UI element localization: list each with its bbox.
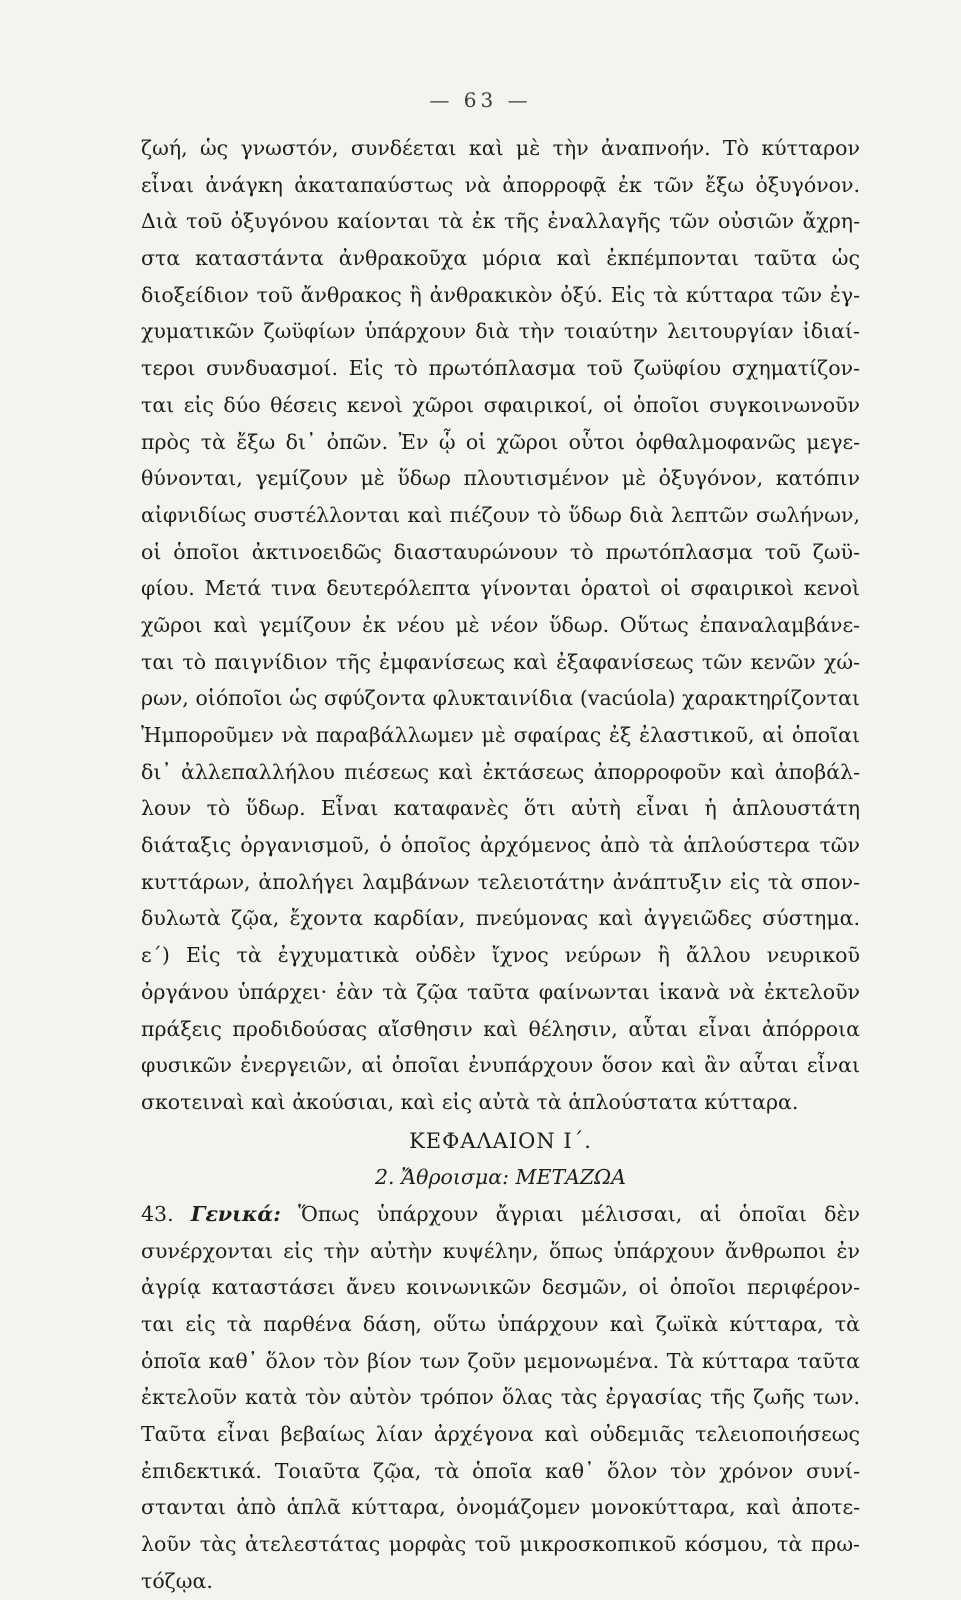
paragraph-first-line-text: Ὅπως ὑπάρχουν ἄγριαι μέλισσαι, αἱ ὁποῖαι δὲν <box>298 1201 860 1226</box>
text-line: ὁποῖα καθ᾽ ὅλον τὸν βίον των ζοῦν μεμονωμένα. Τὰ κύτταρα ταῦτα <box>141 1348 860 1373</box>
chapter-subtitle: 2. Ἄθροισμα: ΜΕΤΑΖΩΑ <box>375 1165 626 1190</box>
text-line: διάταξις ὀργανισμοῦ, ὁ ὁποῖος ἀρχόμενος ἀπὸ τὰ ἁπλούστερα τῶν <box>141 833 860 858</box>
text-line: δυλωτὰ ζῷα, ἔχοντα καρδίαν, πνεύμονας καὶ ἀγγειῶδες σύστημα. <box>141 906 860 931</box>
text-line: Ταῦτα εἶναι βεβαίως λίαν ἀρχέγονα καὶ οὐδεμιᾶς τελειοποιήσεως <box>141 1422 860 1447</box>
paragraph-number: 43. <box>141 1201 174 1226</box>
text-line: ται εἰς δύο θέσεις κενοὶ χῶροι σφαιρικοί, οἱ ὁποῖοι συγκοινωνοῦν <box>141 392 860 417</box>
text-line: Ἠμποροῦμεν νὰ παραβάλλωμεν μὲ σφαίρας ἐξ ἐλαστικοῦ, αἱ ὁποῖαι <box>141 723 860 747</box>
text-line: φίου. Μετά τινα δευτερόλεπτα γίνονται ὁρατοὶ οἱ σφαιρικοὶ κενοὶ <box>141 576 860 601</box>
text-line: ἀγρίᾳ καταστάσει ἄνευ κοινωνικῶν δεσμῶν, οἱ ὁποῖοι περιφέρον- <box>141 1275 860 1300</box>
text-line: συνέρχονται εἰς τὴν αὐτὴν κυψέλην, ὅπως ὑπάρχουν ἄνθρωποι ἐν <box>141 1238 860 1263</box>
text-line: λουν τὸ ὕδωρ. Εἶναι καταφανὲς ὅτι αὐτὴ εἶναι ἡ ἁπλουστάτη <box>141 796 860 821</box>
text-line: τεροι συνδυασμοί. Εἰς τὸ πρωτόπλασμα τοῦ ζωϋφίου σχηματίζον- <box>141 356 860 381</box>
text-line: στανται ἀπὸ ἁπλᾶ κύτταρα, ὀνομάζομεν μονοκύτταρα, καὶ ἀποτε- <box>141 1495 860 1520</box>
text-line: αἰφνιδίως συστέλλονται καὶ πιέζουν τὸ ὕδωρ διὰ λεπτῶν σωλήνων, <box>141 502 860 527</box>
text-line: ἐπιδεκτικά. Τοιαῦτα ζῷα, τὰ ὁποῖα καθ᾽ ὅλον τὸν χρόνον συνί- <box>141 1458 860 1483</box>
text-line: ρων, οἱόποῖοι ὡς σφύζοντα φλυκταινίδια (vacúola) χαρακτηρίζονται <box>141 686 860 711</box>
text-line: χῶροι καὶ γεμίζουν ἐκ νέου μὲ νέον ὕδωρ. Οὕτως ἐπαναλαμβάνε- <box>141 612 860 637</box>
text-line: χυματικῶν ζωϋφίων ὑπάρχουν διὰ τὴν τοιαύτην λειτουργίαν ἰδιαί- <box>141 319 860 344</box>
text-line: οἱ ὁποῖοι ἀκτινοειδῶς διασταυρώνουν τὸ πρωτόπλασμα τοῦ ζωϋ- <box>141 539 860 564</box>
text-body <box>141 130 860 1600</box>
text-line: ὀργάνου ὑπάρχει· ἐὰν τὰ ζῷα ταῦτα φαίνωνται ἱκανὰ νὰ ἐκτελοῦν <box>141 979 860 1004</box>
text-line: διοξείδιον τοῦ ἄνθρακος ἢ ἀνθρακικὸν ὀξύ. Εἰς τὰ κύτταρα τῶν ἐγ- <box>141 282 860 307</box>
text-line: Διὰ τοῦ ὀξυγόνου καίονται τὰ ἐκ τῆς ἐναλλαγῆς τῶν οὐσιῶν ἄχρη- <box>141 209 860 234</box>
section-respiration-text <box>141 130 860 1121</box>
page-number: — 63 — <box>429 88 532 112</box>
text-line: τόζῳα. <box>141 1568 213 1593</box>
text-line: δι᾽ ἀλλεπαλλήλου πιέσεως καὶ ἐκτάσεως ἀπορροφοῦν καὶ ἀποβάλ- <box>141 759 860 784</box>
text-line: πρὸς τὰ ἔξω δι᾽ ὀπῶν. Ἐν ᾧ οἱ χῶροι οὗτοι ὀφθαλμοφανῶς μεγε- <box>141 429 860 454</box>
section-metazoa-text <box>141 1233 860 1600</box>
text-line: ἐκτελοῦν κατὰ τὸν αὐτὸν τρόπον ὅλας τὰς ἐργασίας τῆς ζωῆς των. <box>141 1385 860 1410</box>
text-line: στα καταστάντα ἀνθρακοῦχα μόρια καὶ ἐκπέμπονται ταῦτα ὡς <box>141 246 860 271</box>
text-line: εἶναι ἀνάγκη ἀκαταπαύστως νὰ ἀπορροφᾷ ἐκ τῶν ἔξω ὀξυγόνον. <box>141 172 860 197</box>
paragraph-43-first-line <box>141 1196 860 1233</box>
text-line: πράξεις προδιδούσας αἴσθησιν καὶ θέλησιν, αὗται εἶναι ἀπόρροια <box>141 1016 860 1041</box>
chapter-title: ΚΕΦΑΛΑΙΟΝ Ι΄. <box>409 1128 592 1153</box>
text-line: κυττάρων, ἀπολήγει λαμβάνων τελειοτάτην ἀνάπτυξιν εἰς τὰ σπον- <box>141 869 860 894</box>
text-line: ται εἰς τὰ παρθένα δάση, οὕτω ὑπάρχουν καὶ ζωϊκὰ κύτταρα, τὰ <box>141 1312 860 1336</box>
text-line: ται τὸ παιγνίδιον τῆς ἐμφανίσεως καὶ ἐξαφανίσεως τῶν κενῶν χώ- <box>141 649 860 674</box>
text-line: θύνονται, γεμίζουν μὲ ὕδωρ πλουτισμένον μὲ ὀξυγόνον, κατόπιν <box>141 466 860 491</box>
text-line: φυσικῶν ἐνεργειῶν, αἱ ὁποῖαι ἐνυπάρχουν ὅσον καὶ ἂν αὗται εἶναι <box>141 1053 860 1078</box>
text-line: ε΄) Εἰς τὰ ἐγχυματικὰ οὐδὲν ἴχνος νεύρων ἢ ἄλλου νευρικοῦ <box>141 943 860 968</box>
text-line: σκοτειναὶ καὶ ἀκούσιαι, καὶ εἰς αὐτὰ τὰ ἁπλούστατα κύτταρα. <box>141 1089 799 1114</box>
paragraph-label: Γενικά: <box>190 1201 281 1226</box>
text-line: ζωή, ὡς γνωστόν, συνδέεται καὶ μὲ τὴν ἀναπνοήν. Τὸ κύτταρον <box>141 136 860 160</box>
text-line: λοῦν τὰς ἀτελεστάτας μορφὰς τοῦ μικροσκοπικοῦ κόσμου, τὰ πρω- <box>141 1532 860 1557</box>
